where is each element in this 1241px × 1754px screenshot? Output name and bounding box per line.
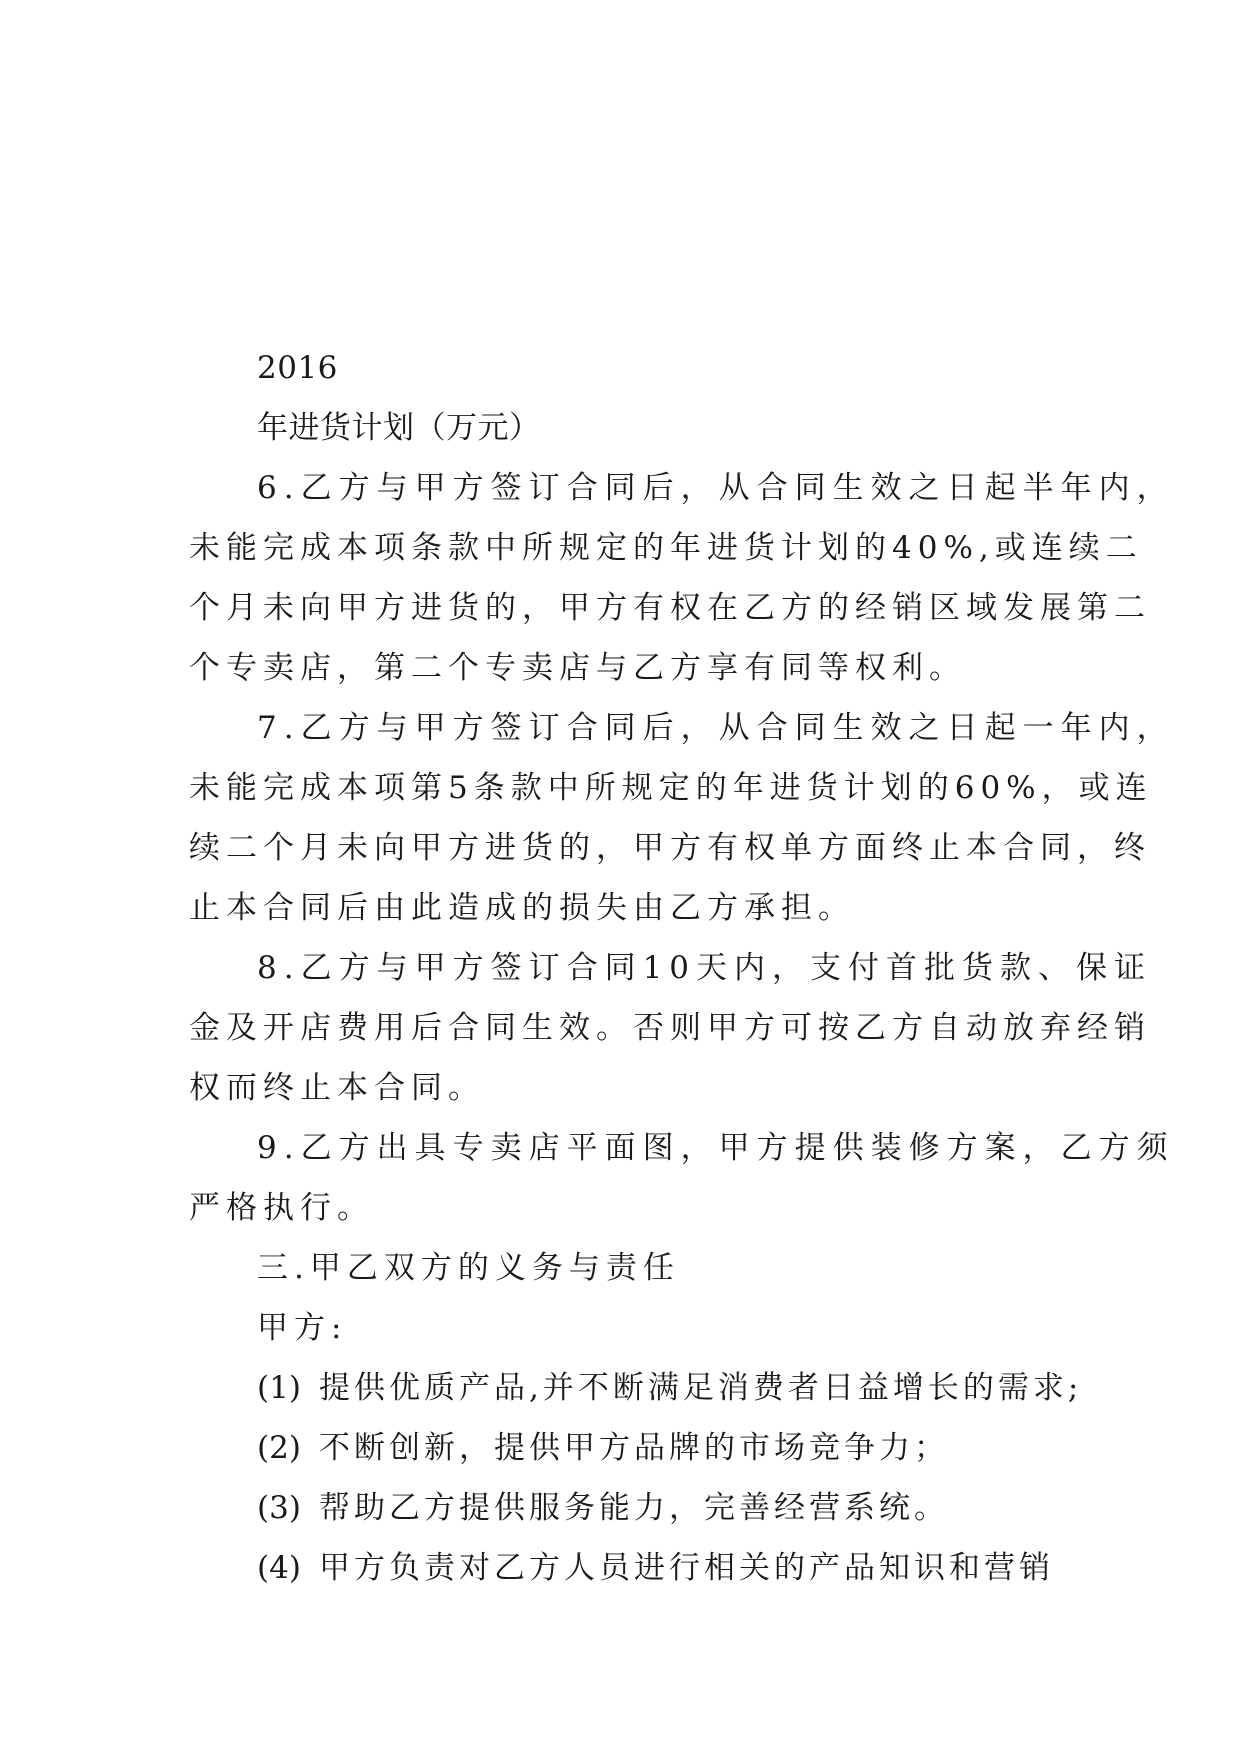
year-heading: 2016 (257, 350, 338, 386)
clause-9-line-2: 严格执行。 (189, 1190, 374, 1226)
clause-8-line-3: 权而终止本合同。 (189, 1070, 485, 1106)
list-text: 帮助乙方提供服务能力，完善经营系统。 (319, 1490, 949, 1526)
clause-6-line-2: 未能完成本项条款中所规定的年进货计划的40%,或连续二 (189, 530, 1143, 566)
list-text: 提供优质产品,并不断满足消费者日益增长的需求; (319, 1370, 1083, 1406)
plan-title: 年进货计划（万元） (257, 410, 541, 446)
clause-7-line-3: 续二个月未向甲方进货的，甲方有权单方面终止本合同，终 (189, 830, 1151, 866)
clause-7-line-4: 止本合同后由此造成的损失由乙方承担。 (189, 890, 855, 926)
list-number: (4) (257, 1550, 301, 1586)
list-item (189, 1478, 1049, 1538)
clause-8-line-1: 8.乙方与甲方签订合同10天内，支付首批货款、保证 (257, 950, 1153, 986)
list-item (189, 1358, 1083, 1418)
list-item (189, 1538, 1054, 1598)
clause-6-line-4: 个专卖店，第二个专卖店与乙方享有同等权利。 (189, 650, 966, 686)
clause-6-line-3: 个月未向甲方进货的，甲方有权在乙方的经销区域发展第二 (189, 590, 1151, 626)
list-number: (3) (257, 1490, 301, 1526)
clause-7-line-1: 7.乙方与甲方签订合同后，从合同生效之日起一年内， (257, 710, 1175, 746)
clause-7-line-2: 未能完成本项第5条款中所规定的年进货计划的60%，或连 (189, 770, 1153, 806)
section-3-heading: 三.甲乙双方的义务与责任 (257, 1250, 680, 1286)
party-a-label: 甲方: (257, 1310, 348, 1346)
clause-6-line-1: 6.乙方与甲方签订合同后，从合同生效之日起半年内， (257, 470, 1175, 506)
list-item (189, 1418, 1049, 1478)
document-body (189, 338, 1175, 1598)
list-number: (2) (257, 1430, 301, 1466)
clause-8-line-2: 金及开店费用后合同生效。否则甲方可按乙方自动放弃经销 (189, 1010, 1151, 1046)
list-text: 不断创新，提供甲方品牌的市场竞争力； (319, 1430, 949, 1466)
list-number: (1) (257, 1370, 301, 1406)
list-text: 甲方负责对乙方人员进行相关的产品知识和营销 (319, 1550, 1054, 1586)
clause-9-line-1: 9.乙方出具专卖店平面图，甲方提供装修方案，乙方须 (257, 1130, 1175, 1166)
